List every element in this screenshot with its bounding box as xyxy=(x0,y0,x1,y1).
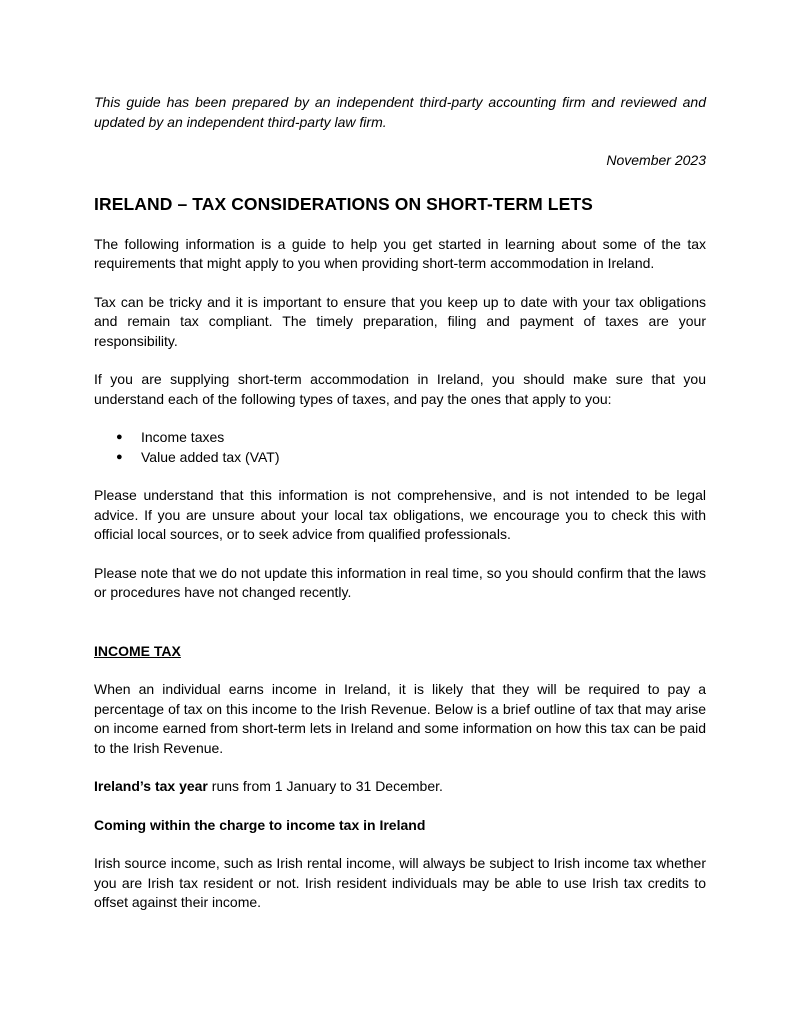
document-title: IRELAND – TAX CONSIDERATIONS ON SHORT-TERM LETS xyxy=(94,193,593,214)
paragraph-tax-tricky: Tax can be tricky and it is important to ensure that you keep up to date with your tax obligations and remain tax compliant. The timely preparation, filing and payment of taxes are your responsibility. xyxy=(94,293,706,349)
bullet-icon: ● xyxy=(116,431,123,443)
tax-year-rest: runs from 1 January to 31 December. xyxy=(207,778,443,794)
paragraph-not-real-time: Please note that we do not update this information in real time, so you should confirm that the laws or procedures have not changed recently. xyxy=(94,564,706,600)
paragraph-tax-year xyxy=(94,777,706,797)
paragraph-income-earned: When an individual earns income in Ireland, it is likely that they will be required to pay a percentage of tax on this income to the Irish Revenue. Below is a brief outline of tax that may arise on income earned from short-term lets in Ireland and some information on how this tax can be paid to the Irish Revenue. xyxy=(94,681,706,756)
list-item xyxy=(94,448,706,468)
list-item-label: Income taxes xyxy=(141,429,225,445)
paragraph-guide-intro: The following information is a guide to help you get started in learning about some of the tax requirements that might apply to you when providing short-term accommodation in Ireland. xyxy=(94,235,706,271)
document-page xyxy=(94,93,706,913)
intro-disclaimer: This guide has been prepared by an independent third-party accounting firm and reviewed and updated by an independent third-party law firm. xyxy=(94,94,706,130)
paragraph-not-comprehensive: Please understand that this information is not comprehensive, and is not intended to be legal advice. If you are unsure about your local tax obligations, we encourage you to check this with official local sources, or to seek advice from qualified professionals. xyxy=(94,487,706,542)
subheading-charge-to-income-tax: Coming within the charge to income tax in Ireland xyxy=(94,816,426,833)
document-date: November 2023 xyxy=(606,152,706,168)
tax-year-bold: Ireland’s tax year xyxy=(94,778,208,794)
paragraph-irish-source-income: Irish source income, such as Irish rental income, will always be subject to Irish income tax whether you are Irish tax resident or not. Irish resident individuals may be able to use Irish tax credits to offset against their income. xyxy=(94,855,706,910)
tax-types-list xyxy=(94,428,706,467)
list-item-label: Value added tax (VAT) xyxy=(141,448,280,465)
list-item xyxy=(94,428,706,448)
paragraph-supplying-accommodation: If you are supplying short-term accommodation in Ireland, you should make sure that you understand each of the following types of taxes, and pay the ones that apply to you: xyxy=(94,371,706,407)
section-heading-income-tax: INCOME TAX xyxy=(94,642,181,659)
bullet-icon: ● xyxy=(116,450,123,463)
